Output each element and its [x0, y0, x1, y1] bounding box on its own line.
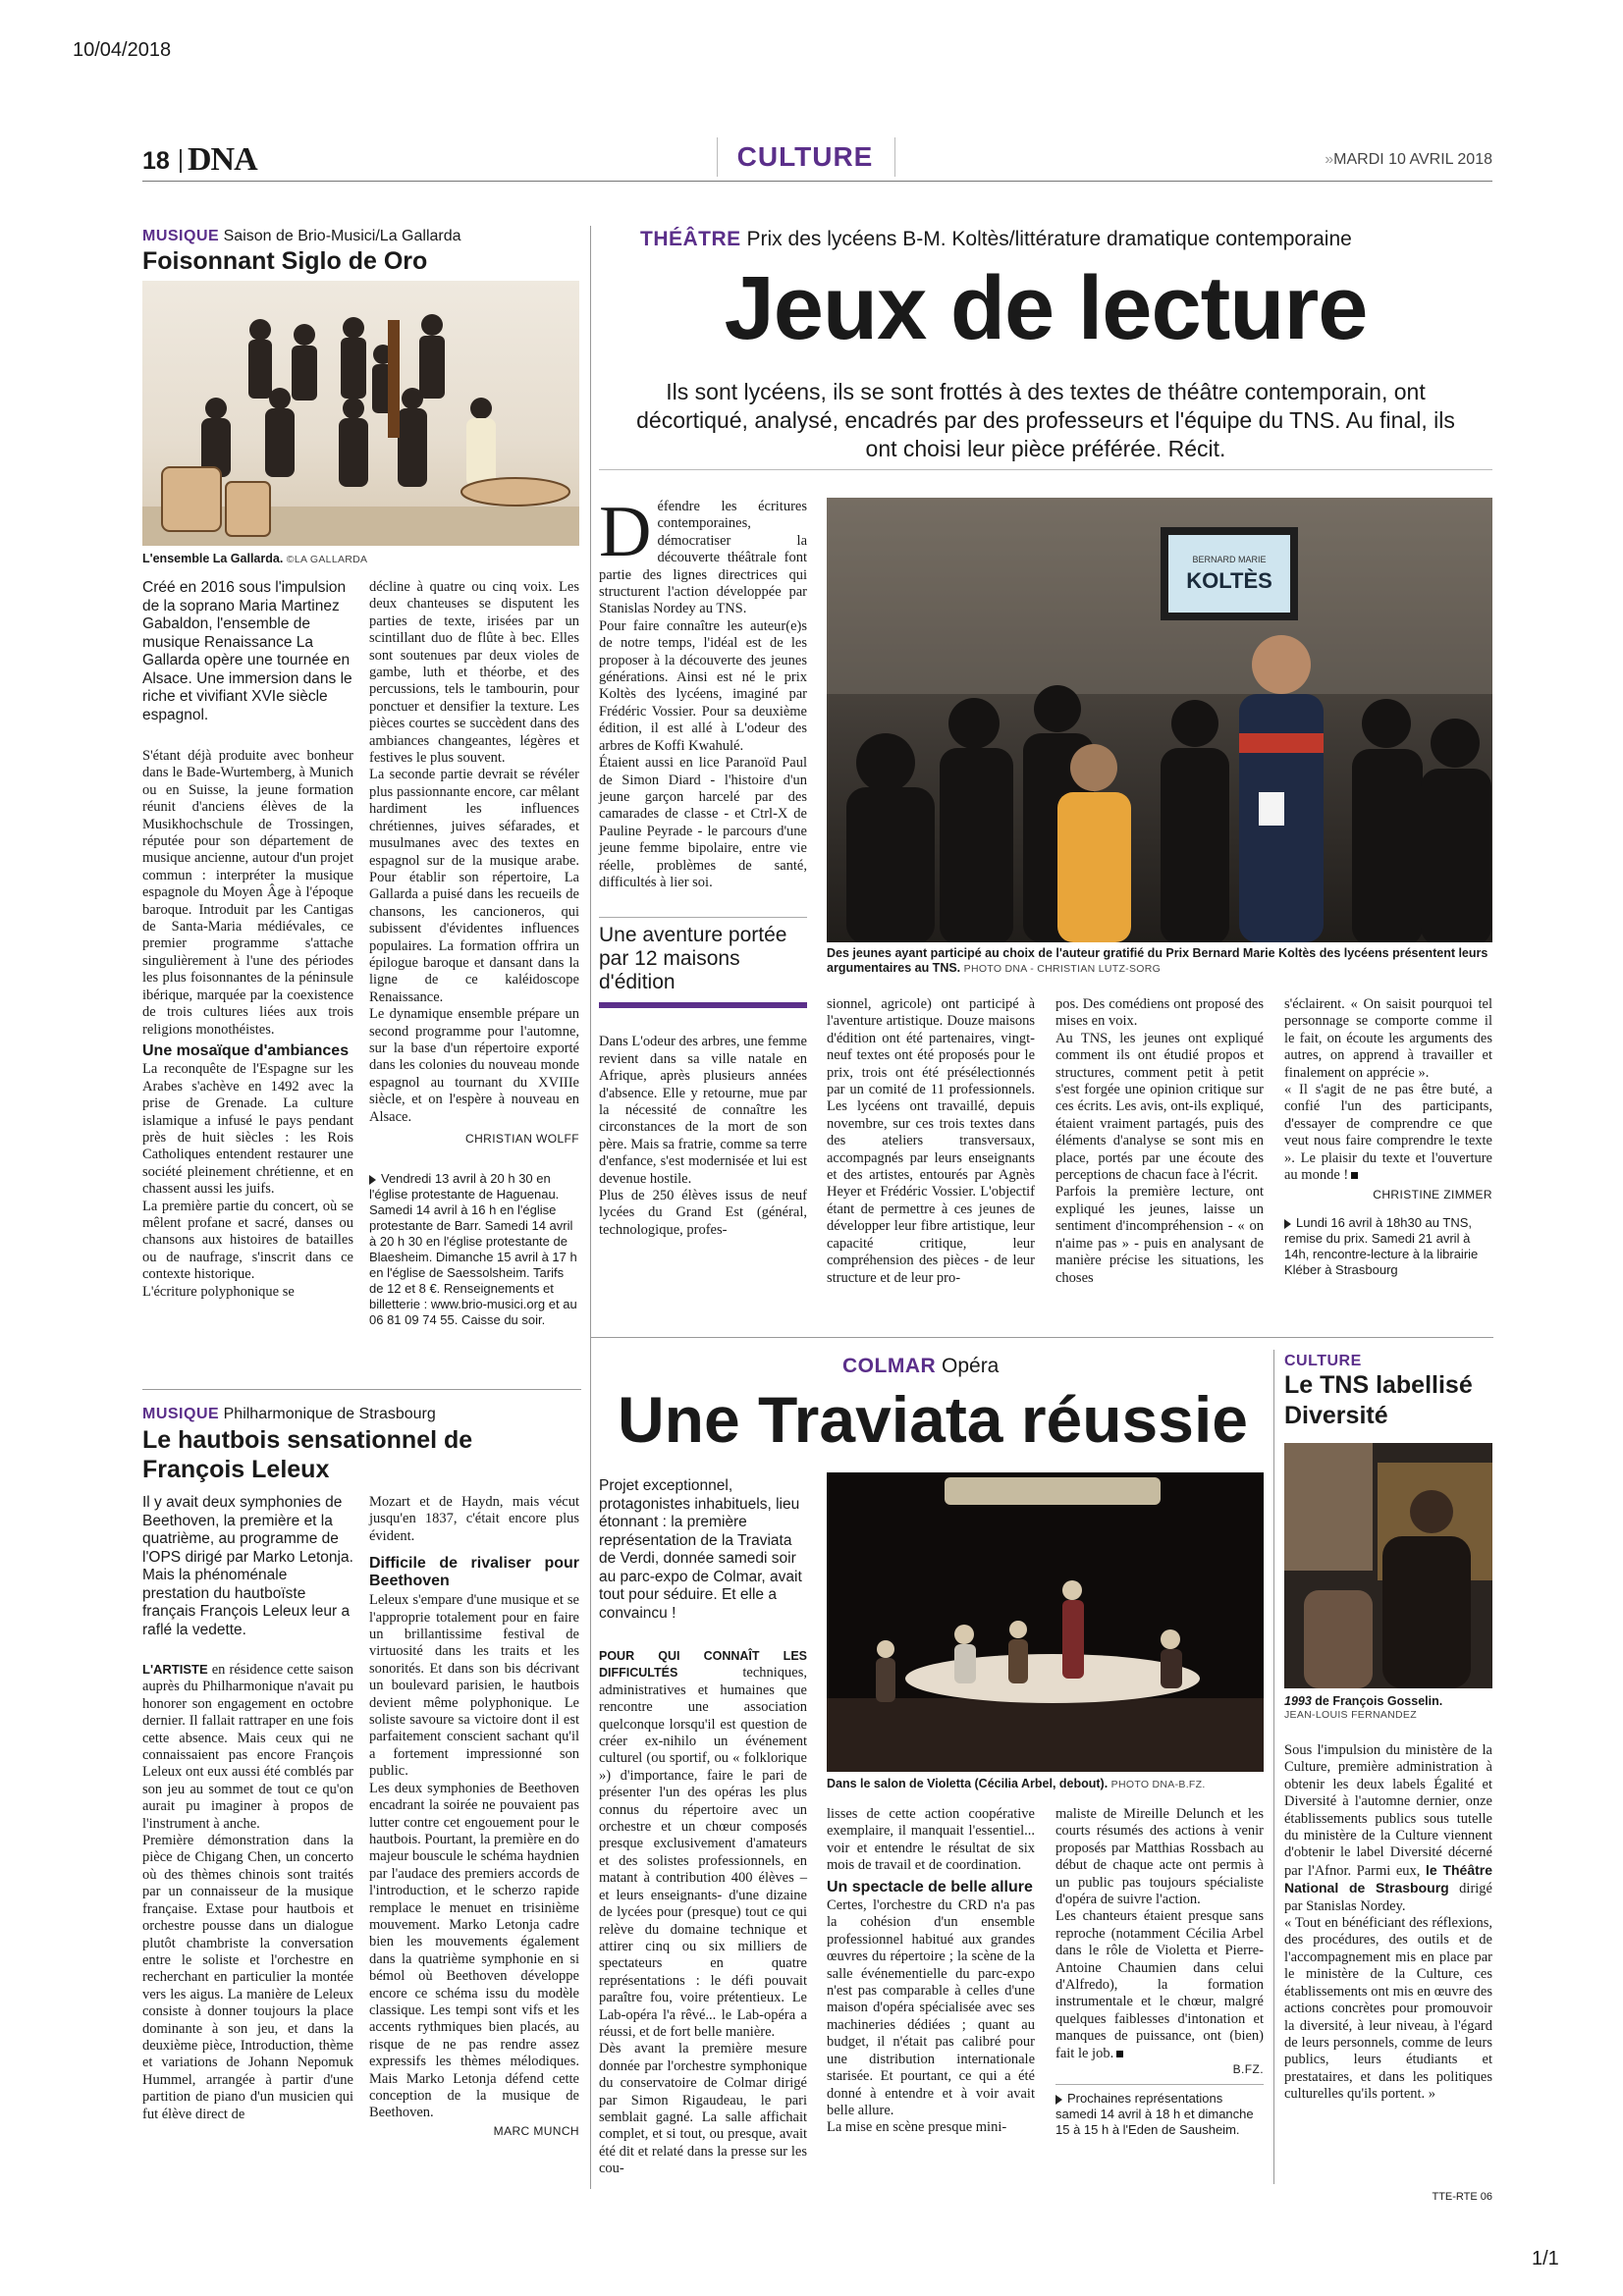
article-column [1055, 1806, 1264, 2138]
article-column [369, 579, 579, 1328]
paragraph: Certes, l'orchestre du CRD n'a pas la cohésion d'un ensemble professionnel habitué aux grandes œuvres du répertoire ; la scène de la salle événementielle du parc-expo n'est pas comparable à celles d'une maison d'opéra spécialisée avec ses machineries dédiées ; quant au budget, il n'était pas calibré pour une distribution internationale starisée. Et pourtant, ce qui a été donné à entendre et à voir avait belle allure. [827, 1897, 1035, 2118]
paragraph: s'éclairent. « On saisit pourquoi tel personnage se comporte comme il le fait, on écoute les arguments des autres, on apprend à travailler et finalement on apprécie ». [1284, 996, 1492, 1081]
opera-illustration [827, 1472, 1264, 1772]
article-lead: Ils sont lycéens, ils se sont frottés à des textes de théâtre contemporain, ont décortiqué, analysé, encadrés par des professeurs et l'équipe du TNS. Au final, ils ont choisi leur pièce préférée. Récit. [636, 379, 1455, 461]
byline: MARC MUNCH [493, 2123, 579, 2138]
event-info [1284, 1215, 1492, 1278]
article-title: Le TNS labellisé Diversité [1284, 1371, 1473, 1429]
subheading: Un spectacle de belle allure [827, 1878, 1033, 1896]
photo-caption [827, 1777, 1264, 1792]
section-divider [142, 1389, 581, 1390]
paragraph-lead-in: L'ARTISTE [142, 1662, 208, 1677]
screen-title: KOLTÈS [1186, 568, 1272, 593]
masthead-rule [142, 181, 1492, 182]
paragraph: Dès avant la première mesure donnée par l'orchestre symphonique du conservatoire de Colmar dirigé par Simon Rigaudeau, le pari semblait gagné. La salle affichait complet, et si tout, ou presque, avait été dit et relaté dans la presse sur les cou- [599, 2041, 807, 2177]
paragraph: Mozart et de Haydn, mais vécut jusqu'en 1837, c'était encore plus évident. [369, 1494, 579, 1544]
end-mark-icon [1351, 1172, 1358, 1179]
chevron-right-icon: » [1325, 151, 1334, 168]
paragraph: décline à quatre ou cinq voix. Les deux chanteuses se disputent les parties de texte, irisées par un scintillant duo de flûte à bec. Elles sont soutenues par deux violes de gambe, luth et théorbe, et des percussions, tels le tambourin, pour ponctuer et densifier la texture. Les pièces courtes se succèdent dans des ambiances changeantes, légères et festives le plus souvent. [369, 579, 579, 767]
ensemble-photo [142, 281, 579, 546]
column-divider [590, 226, 591, 2189]
article-column [142, 1494, 353, 2123]
article-title: Jeux de lecture [724, 258, 1368, 358]
paragraph-text: Les chanteurs étaient presque sans reproche (notamment Cécilia Arbel dans le rôle de Violetta et Pierre-Antoine Chaumien dans celui d'Alfredo), la formation instrumentale et le chœur, malgré quelques faiblesses d'intonation et manques de puissance, ont (bien) fait le job. [1055, 1908, 1264, 2061]
paragraph: Parfois la première lecture, ont expliqué les jeunes, laisse un sentiment d'incompréhension - « on n'aime pas » - puis en analysant de manière précise les situations, les choses [1055, 1184, 1264, 1286]
paragraph-text: Sous l'impulsion du ministère de la Culture, première administration à obtenir les deux labels Égalité et Diversité à l'automne dernier, onze établissements publics sous tutelle du ministère de la Culture viennent d'obtenir le label Diversité décerné par l'Afnor. Parmi eux, [1284, 1742, 1492, 1879]
paragraph: « Tout en bénéficiant des réflexions, des procédures, des outils et de l'accompagnement mis en place par le ministère de la Culture, ces établissements ont mis en œuvre des actions concrètes pour promouvoir la diversité, à leur niveau, à l'égard de leurs personnels, comme de leurs publics, leurs étudiants et prestataires, et dans les politiques culturelles qu'ils portent. » [1284, 1915, 1492, 2103]
byline: CHRISTIAN WOLFF [465, 1132, 579, 1146]
students-illustration [827, 498, 1492, 942]
section-divider [590, 1337, 1493, 1338]
article-column [1055, 996, 1264, 1287]
caption-line [1284, 1694, 1492, 1709]
paragraph: La première partie du concert, où se mêlent profane et sacré, danses ou chansons aux histoires de batailles ou de naufrage, s'inscrit dans ce contexte historique. [142, 1198, 353, 1283]
photo-caption [827, 946, 1492, 977]
end-mark-icon [1116, 2051, 1123, 2057]
drop-cap: D [599, 492, 652, 572]
article-column [1284, 996, 1492, 1278]
kicker-text: Opéra [942, 1355, 1000, 1377]
performance-photo [1284, 1443, 1492, 1688]
lead-divider [599, 469, 1492, 470]
kicker-label: MUSIQUE [142, 228, 220, 244]
arrow-icon [1055, 2095, 1062, 2105]
section-name: CULTURE [736, 141, 874, 172]
pullquote: Une aventure portée par 12 maisons d'édition [599, 924, 787, 994]
page-number: 18 [142, 147, 170, 175]
kicker [142, 1406, 436, 1423]
kicker-text: Prix des lycéens B-M. Koltès/littérature dramatique contemporaine [746, 228, 1352, 250]
paragraph: Plus de 250 élèves issus de neuf lycées du Grand Est (général, technologique, profes- [599, 1188, 807, 1238]
photo-credit: PHOTO DNA-B.FZ. [1110, 1779, 1206, 1790]
kicker [842, 1355, 999, 1378]
paragraph: Le dynamique ensemble prépare un second programme pour l'automne, sur la base d'un répertoire exporté dans les colonies du nouveau monde espagnol au tournant du XVIIIe siècle, et on l'espère à nouveau en Alsace. [369, 1006, 579, 1125]
arrow-icon [1284, 1219, 1291, 1229]
pullquote-rule [599, 917, 807, 918]
article-lead: Projet exceptionnel, protagonistes inhabituels, lieu étonnant : la première représentation de la Traviata de Verdi, donnée samedi soir au parc-expo de Colmar, avait tout pour séduire. Et elle a convaincu ! [599, 1477, 802, 1622]
paragraph [1284, 1082, 1492, 1184]
subheading: Difficile de rivaliser pour Beethoven [369, 1555, 579, 1590]
pullquote-bar [599, 1002, 807, 1008]
kicker-label: COLMAR [842, 1355, 937, 1377]
paragraph: pos. Des comédiens ont proposé des mises en voix. [1055, 996, 1264, 1030]
photo-caption [142, 552, 579, 567]
ensemble-illustration [142, 281, 579, 546]
paragraph: Pour faire connaître les auteur(e)s de notre temps, l'idéal est de les proposer à la découverte des jeunes générations. Ainsi est né le prix Koltès des lycéens, imaginé par Frédéric Vossier. Pour sa deuxième édition, il est allé à L'odeur des arbres de Koffi Kwahulé. [599, 617, 807, 754]
paragraph: Dans L'odeur des arbres, une femme revient dans sa ville natale en Afrique, après plusieurs années d'absence. Elle y retourne, mue par la nécessité de connaître les circonstances de la mort de son père. Mais sa fratrie, comme sa terre d'enfance, s'est modernisée et lui est devenue hostile. [599, 1034, 807, 1187]
caption-text: Des jeunes ayant participé au choix de l'auteur gratifié du Prix Bernard Marie Koltès des lycéens présentent leurs argumentaires au TNS. [827, 946, 1488, 975]
performance-illustration [1284, 1443, 1492, 1688]
article-lead: Créé en 2016 sous l'impulsion de la soprano Maria Martinez Gabaldon, l'ensemble de musique Renaissance La Gallarda opère une tournée en Alsace. Une immersion dans le riche et vivifiant XVIe siècle espagnol. [142, 579, 352, 723]
issue-date-text: MARDI 10 AVRIL 2018 [1333, 151, 1492, 168]
kicker-text: Philharmonique de Strasbourg [223, 1406, 436, 1422]
paragraph: Leleux s'empare d'une musique et se l'approprie totalement pour en faire un brillantissime festival de virtuosité dans les traits et les sonorités. Et dans son bis décrivant un boulevard parisien, le hautbois devient même polyphonique. Le soliste savoure sa victoire dont il est parfaitement conscient sachant qu'il a fortement impressionné son public. [369, 1592, 579, 1780]
paragraph: Première démonstration dans la pièce de Chigang Chen, un concerto où des thèmes chinois sont traités par un connaisseur de la musique française. Extase pour hautbois et orchestre pousse dans un dialogue plutôt chambriste la conversation entre le soliste et l'orchestre en recherchant en particulier la montée vers les aigus. La manière de Leleux consiste à donner toujours la place dominante à son jeu, et dans la deuxième pièce, Introduction, thème et variations de Johann Nepomuk Hummel, arrangée à partir d'une partition de piano d'un musicien qui fut élève direct de [142, 1833, 353, 2122]
paragraph: lisses de cette action coopérative exemplaire, il manquait l'essentiel... voir et entendre le résultat de six mois de travail et de coordination. [827, 1806, 1035, 1874]
paragraph [599, 1648, 807, 2041]
caption-text: Dans le salon de Violetta (Cécilia Arbel, debout). [827, 1777, 1109, 1790]
article-column [599, 492, 807, 1239]
paragraph: Au TNS, les jeunes ont expliqué comment ils ont étudié propos et structures, comment petit à petit s'est forgée une opinion critique sur ces écrits. Les avis, ont-ils expliqué, étaient vraiment partagés, puis des éléments d'analyse se sont mis en place, portés par une écoute des perceptions de chacun face à l'écrit. [1055, 1030, 1264, 1184]
event-info [1055, 2084, 1264, 2138]
screen-subtitle: BERNARD MARIE [1192, 555, 1267, 564]
caption-text: L'ensemble La Gallarda. [142, 552, 284, 565]
article-column [1284, 1742, 1492, 2104]
article-column [827, 1806, 1035, 2137]
paper-logo: DNA [188, 141, 257, 178]
article-title: Une Traviata réussie [617, 1383, 1249, 1456]
masthead [142, 143, 1492, 185]
article-column [827, 996, 1035, 1287]
paragraph-text: dirigé par Stanislas Nordey. [1284, 1881, 1492, 1914]
paragraph [142, 1661, 353, 1833]
paragraph-text: « Il s'agit de ne pas être buté, a confié l'un des participants, d'essayer de comprendre ce que veut nous faire comprendre le texte ». Le plaisir du texte et l'ouverture au monde ! [1284, 1082, 1492, 1184]
paragraph: L'écriture polyphonique se [142, 1283, 295, 1300]
photo-caption [1284, 1694, 1492, 1721]
paragraph-lead-in: POUR QUI CONNAÎT LES DIFFICULTÉS [599, 1649, 807, 1681]
caption-title: 1993 [1284, 1694, 1312, 1708]
paragraph-text: en résidence cette saison auprès du Philharmonique n'avait pu honorer son engagement en octobre dernier. Il fallait rattraper en une fois cette absence. Mais ceux qui ne connaissaient pas encore François Leleux ont eux aussi été comblés par son jeu au sommet de tout ce qu'on aurait pu imaginer à propos de l'instrument à anche. [142, 1662, 354, 1832]
event-info-text: Lundi 16 avril à 18h30 au TNS, remise du prix. Samedi 21 avril à 14h, rencontre-lecture à la librairie Kléber à Strasbourg [1284, 1215, 1479, 1278]
photo-credit: ©LA GALLARDA [286, 554, 368, 565]
subheading: Une mosaïque d'ambiances [142, 1041, 350, 1059]
article-column [599, 1477, 807, 2178]
event-info-text: Vendredi 13 avril à 20 h 30 en l'église protestante de Haguenau. Samedi 14 avril à 16 h en l'église protestante de Barr. Samedi 14 avril à 20 h 30 en l'église protestante de Blaesheim. Dimanche 15 avril à 17 h en l'église de Saessolsheim. Tarifs de 12 et 8 €. Renseignements et billetterie : www.brio-musici.org et au 06 81 09 74 55. Caisse du soir. [369, 1171, 577, 1327]
paragraph [599, 492, 807, 618]
kicker-label: CULTURE [1284, 1353, 1362, 1369]
kicker [640, 228, 1352, 251]
paragraph: La mise en scène presque mini- [827, 2119, 1007, 2136]
students-photo [827, 498, 1492, 942]
opera-photo [827, 1472, 1264, 1772]
byline: CHRISTINE ZIMMER [1373, 1188, 1492, 1202]
byline: B.FZ. [1232, 2062, 1264, 2077]
photo-credit: JEAN-LOUIS FERNANDEZ [1284, 1709, 1417, 1721]
paragraph-text: éfendre les écritures contemporaines, démocratiser la découverte théâtrale font partie des lignes directrices qui structurent l'action développée par Stanislas Nordey au TNS. [599, 499, 807, 617]
event-info [369, 1171, 579, 1328]
paragraph: Les deux symphonies de Beethoven encadrant la soirée ne pouvaient pas lutter contre cet engouement pour le hautbois. Pourtant, la première en do majeur bouscule le schéma haydnien par l'audace des premiers accords de l'introduction, et le scherzo rapide remplace le menuet en trisinième mouvement. Marko Letonja cadre bien les mouvements également dans la quatrième symphonie en si bémol où Beethoven développe encore ce schéma issu du modèle classique. Les tempi sont vifs et les accents rythmiques bien placés, au risque de ne pas rendre assez expressifs les thèmes mélodiques. Mais Marko Letonja défend cette conception de la musique de Beethoven. [369, 1780, 579, 2121]
issue-date [1325, 151, 1492, 169]
highlighted-name: le Théâtre National de Strasbourg [1284, 1861, 1493, 1896]
paragraph-text: techniques, administratives et humaines que rencontre une association quelconque lorsqu'il est question de créer ex-nihilo un événement culturel (ou sportif, ou « folklorique ») d'importance, faire le pari de présenter l'un des opéras les plus connus du répertoire avec un orchestre et un chœur composés presque exclusivement d'amateurs et des solistes professionnels, en matant à contribution 400 élèves – et leurs enseignants- d'une dizaine de lycées pour (presque) tout ce qui relève du domaine technique et attirer cinq ou six milliers de spectateurs en quatre représentations : le défi pouvait paraître fou, voire prétentieux. Le Lab-opéra l'a rêvé... le Lab-opéra a réussi, et de fort belle manière. [599, 1665, 807, 2040]
print-date: 10/04/2018 [73, 39, 172, 61]
event-info-text: Prochaines représentations samedi 14 avril à 18 h et dimanche 15 à 15 h à l'Eden de Sausheim. [1055, 2091, 1254, 2138]
footer-code: TTE-RTE 06 [1432, 2191, 1492, 2203]
article-column [369, 1494, 579, 2138]
paragraph [1284, 1742, 1492, 1915]
paragraph [1055, 1908, 1264, 2062]
column-divider [1273, 1350, 1274, 2184]
paragraph: sionnel, agricole) ont participé à l'aventure artistique. Douze maisons d'édition ont été partenaires, vingt-neuf textes ont été proposés pour le prix, trois ont été présélectionnés par un comité de 11 professionnels. Les lycéens ont travaillé, depuis novembre, sur ces trois textes dans des ateliers transversaux, accompagnés par leurs enseignants et des artistes, entourés par Agnès Heyer et Frédéric Vossier. L'objectif étant de permettre à ces jeunes de développer leur fibre artistique, leur capacité critique, leur compréhension des pièces - de leur structure et de leur pro- [827, 996, 1035, 1286]
article-column [142, 579, 353, 1301]
paragraph: maliste de Mireille Delunch et les courts résumés des actions à venir proposés par Matthias Rossbach au début de chaque acte ont permis à un public pas toujours spécialiste d'opéra de suivre l'action. [1055, 1806, 1264, 1908]
article-title: Foisonnant Siglo de Oro [142, 247, 428, 275]
article-lead: Il y avait deux symphonies de Beethoven, la première et la quatrième, au programme de l'OPS dirigé par Marko Letonja. Mais la phénoménale prestation du hautboïste français François Leleux leur a raflé la vedette. [142, 1494, 353, 1638]
page-count: 1/1 [1532, 2248, 1559, 2269]
masthead-divider [180, 149, 182, 173]
kicker-label: MUSIQUE [142, 1406, 220, 1422]
paragraph: Étaient aussi en lice Paranoïd Paul de Simon Diard - l'histoire d'un jeune garçon harcelé par des camarades de classe - et Ctrl-X de Pauline Peyrade - le parcours d'une jeune femme bipolaire, entre vie réelle, problèmes de santé, difficultés à lier soi. [599, 755, 807, 890]
photo-credit: PHOTO DNA - CHRISTIAN LUTZ-SORG [963, 963, 1162, 975]
paragraph: S'étant déjà produite avec bonheur dans le Bade-Wurtemberg, à Munich ou en Suisse, la jeune formation réunit d'anciens élèves de la Musikhochschule de Trossingen, réputée pour son département de musique ancienne, autour d'un projet commun : interpréter la musique espagnole du Moyen Âge à l'époque baroque. Introduit par les Cantigas de Santa-Maria médiévales, ce premier programme s'attache singulièrement à l'une des périodes les plus foisonnantes de la péninsule ibérique, marquée par la coexistence de trois cultures liées aux trois religions monothéistes. [142, 748, 353, 1038]
paragraph: La seconde partie devrait se révéler plus passionnante encore, car mêlant hardiment les influences chrétiennes, juives séfarades, et musulmanes avec des textes en espagnol sur de la musique arabe. Pour établir son répertoire, La Gallarda a puisé dans les recueils de chansons, les cancioneros, qui subissent d'évidentes influences populaires. La formation offrira un épilogue baroque et dansant dans la ligne de ce kaléidoscope Renaissance. [369, 767, 579, 1005]
article-title: Le hautbois sensationnel de François Leleux [142, 1426, 473, 1483]
caption-text: de François Gosselin. [1315, 1694, 1443, 1708]
kicker-text: Saison de Brio-Musici/La Gallarda [223, 228, 461, 244]
paragraph: La reconquête de l'Espagne sur les Arabes s'achève en 1492 avec la prise de Grenade. La culture islamique a infusé le pays pendant près de huit siècles : les Rois Catholiques entendent restaurer une société pleinement chrétienne, et en chassent aussi les juifs. [142, 1061, 353, 1198]
kicker [142, 228, 461, 245]
kicker-label: THÉÂTRE [640, 228, 741, 250]
arrow-icon [369, 1175, 376, 1185]
